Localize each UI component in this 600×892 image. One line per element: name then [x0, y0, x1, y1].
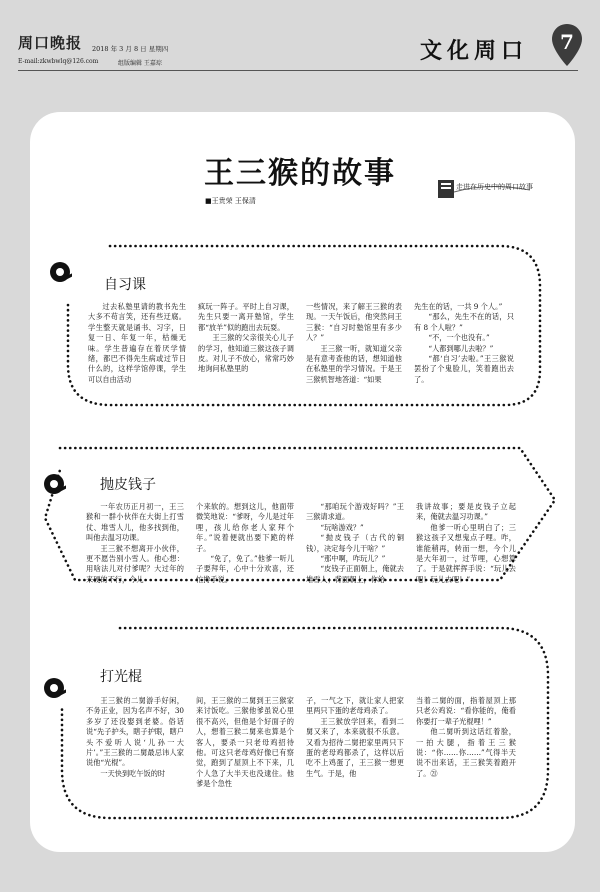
- magnifier-icon: [42, 472, 66, 496]
- paragraph: “那么，先生不在的话，只有 8 个人啦？”: [414, 312, 514, 332]
- paragraph: 王三猴的父亲很关心儿子的学习，他知道三猴这孩子调皮。对儿子不放心，常常巧妙地询问私塾里的: [198, 333, 294, 374]
- paragraph: 子，一气之下，就让家人把家里两只下蛋的老母鸡杀了。: [306, 696, 404, 716]
- paragraph: 间，王三猴的二舅到王三猴家来讨饭吃。三猴他爹虽说心里很不高兴，但他是个好面子的人，想着三猴二舅来也算是个客人，要杀一只老母鸡招待他。可这只老母鸡好像已有察觉，跑到了屋顶上不下来，几个人急了大半天也没逮住。他爹是个急性: [196, 696, 294, 789]
- paragraph: 过去私塾里请的教书先生大多不苟言笑，还有些迂腐。学生整天就是诵书、习字，日复一日、年复一年，枯燥无味。学生普遍存在着厌学情绪，都巴不得先生病或过节日什么的，这样学馆停课，学生可以自由活动: [88, 302, 186, 384]
- paragraph: “皮钱子正面朝上，俺就去堆雪人；背面朝上，你给: [306, 564, 404, 584]
- paragraph: “免了，免了。”他爹一听儿子要拜年，心中十分欢喜，还忙搀手说。: [196, 554, 294, 584]
- section-title-coin-toss: 抛皮钱子: [100, 477, 156, 493]
- page-number: 7: [560, 30, 574, 54]
- paragraph: 当着二舅的面，指着屋顶上那只老公鸡说：“看你能的，俺看你要打一辈子光棍哩！”: [416, 696, 516, 726]
- byline: ■王贵荣 王保清: [205, 197, 256, 205]
- paragraph: 个来软的。想到这儿，他面带微笑地说：“爹呀，今儿是过年哩，孩儿给你老人家拜个年。”说着便就出要下跪的样子。: [196, 502, 294, 553]
- layout-editor: 组版编辑 王嘉琮: [118, 60, 162, 67]
- paragraph: 他爹一听心里明白了；三猴这孩子又想鬼点子哩。咋，谁能稍再，转而一想，今个儿是大年初一，过节哩，心想算了。于是就挥挥手说：“玩儿去吧！玩儿去吧！”: [416, 522, 516, 584]
- paragraph: 王三猴不想离开小伙伴，更不愿告别小雪人。他心想：用啥法儿对付爹呢？大过年的来硬的不行，今儿: [86, 543, 184, 584]
- paragraph: 王三猴放学回来，看到二舅又来了，本来就很不乐意。又看为招待二舅把家里两只下蛋的老母鸡都杀了，这样以后吃不上鸡蛋了，王三猴一想更生气。于是，他: [306, 716, 404, 778]
- masthead: 周口晚报: [18, 34, 83, 52]
- article-title: 王三猴的故事: [204, 156, 396, 191]
- column-badge: 走进在历史中的周口故事: [456, 183, 533, 191]
- paragraph: 他二舅听到这话红着脸，一拍大腿，指着王三猴说：“你……你……”气得半天说不出来话，王三猴笑着跑开了。㉑: [416, 727, 516, 778]
- paragraph: 一年农历正月初一，王三猴和一群小伙伴在大街上打雪仗、堆雪人儿，他多找到他，叫他去温习功课。: [86, 502, 184, 543]
- section-title-bachelor: 打光棍: [100, 669, 142, 685]
- paragraph: “抛皮钱子（古代的铜钱），决定每今儿干啥？”: [306, 533, 404, 553]
- paragraph: 我讲故事；要是皮钱子立起来，俺就去温习功课。”: [416, 502, 516, 522]
- issue-date: 2018 年 3 月 8 日 星期四: [92, 45, 169, 53]
- paragraph: “那中啊，咋玩儿？”: [320, 554, 386, 564]
- paragraph: 先生在的话，一共 9 个人。”: [414, 302, 503, 311]
- paragraph: “玩啥游戏？”: [320, 522, 364, 532]
- paragraph: 王三猴一听，就知道父亲是有意考查他的话，想知道他在私塾里的学习情况。于是王三猴机智地答道：“如果: [306, 343, 402, 384]
- paragraph: 王三猴的二舅游手好闲，不务正业，因为名声不好，30 多岁了还没娶到老婆。俗话说“先子护头，瞎子护眼，瞎户头不爱听人说‘儿孙一大片’。”王三猴的二舅最忌讳人家说他“光棍”。: [86, 696, 184, 768]
- section-name: 文化周口: [420, 38, 529, 64]
- paragraph: 一天快到吃午饭的时: [100, 768, 166, 778]
- magnifier-icon: [48, 260, 72, 284]
- paragraph: 一些情况，来了解王三猴的表现。一天午饭后，他突然问王三猴：“自习时塾馆里有多少人？”: [306, 302, 402, 343]
- paragraph: “都‘自习’去啦。”王三猴说罢扮了个鬼脸儿，笑着跑出去了。: [414, 354, 514, 384]
- paragraph: “人都到哪儿去啦？”: [428, 343, 494, 353]
- paragraph: “那咱玩个游戏好吗？”王三猴请求道。: [306, 502, 404, 522]
- magnifier-icon: [42, 676, 66, 700]
- paragraph: “不，一个也没有。”: [428, 333, 490, 343]
- contact-email: E-mail:zkwbwlq@126.com: [18, 58, 99, 65]
- paragraph: 疯玩一阵子。平时上自习课，先生只要一离开塾馆，学生都“放羊”似的跑出去玩耍。: [198, 302, 294, 332]
- section-title-self-study: 自习课: [104, 277, 146, 293]
